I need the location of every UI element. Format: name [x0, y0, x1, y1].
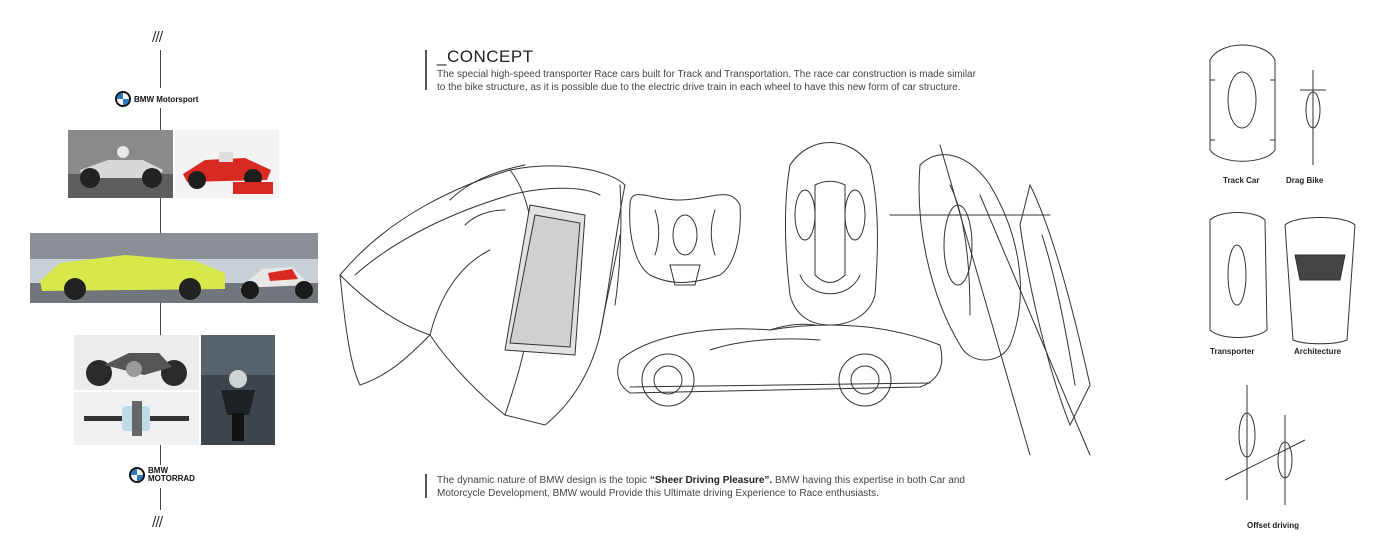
bottom-description	[437, 474, 965, 500]
side-view-car-sketch	[618, 324, 942, 406]
transporter-sketch	[1210, 213, 1267, 338]
bmw-roundel-icon	[129, 467, 145, 483]
bmw-roundel-icon	[115, 91, 131, 107]
bike-top-view-photo	[74, 392, 199, 445]
motorrad-logo-line2: MOTORRAD	[148, 474, 195, 483]
red-race-car-photo	[175, 130, 279, 198]
label-architecture: Architecture	[1294, 347, 1342, 356]
top-slashes: ///	[152, 30, 163, 45]
connector-line	[160, 108, 161, 130]
track-car-top-sketch	[1210, 45, 1275, 161]
connector-line	[160, 445, 161, 465]
concept-accent-bar	[425, 50, 427, 90]
bmw-motorsport-logo	[115, 91, 198, 107]
custom-bike-side-photo	[74, 335, 199, 390]
architecture-sketch	[1285, 218, 1355, 344]
bottom-text-end: BMW having this expertise in both Car and Motorcycle Development, BMW would Provide this Ultimate driving Experience to Race enthusiasts.	[437, 475, 965, 499]
vintage-race-car-photo	[68, 130, 173, 198]
label-drag-bike: Drag Bike	[1286, 176, 1324, 185]
concept-sketches	[330, 125, 1150, 465]
offset-driving-sketch	[1225, 385, 1305, 505]
connector-line	[160, 50, 161, 88]
bottom-slashes: ///	[152, 515, 163, 530]
right-column-sketches	[1195, 40, 1375, 540]
bike-front-photo	[201, 335, 275, 445]
motorsport-logo-text: BMW Motorsport	[134, 94, 199, 104]
bottom-text-start: The dynamic nature of BMW design is the topic	[437, 475, 650, 486]
bike-in-transporter-sketch	[890, 145, 1090, 455]
bottom-accent-bar	[425, 474, 427, 498]
bmw-motorrad-logo	[129, 467, 195, 483]
front-view-sketch	[630, 195, 741, 285]
motorrad-logo-line1: BMW	[148, 466, 168, 475]
label-offset-driving: Offset driving	[1247, 521, 1300, 530]
connector-line	[160, 488, 161, 510]
connector-line	[160, 198, 161, 233]
sheer-driving-pleasure-highlight: “Sheer Driving Pleasure”.	[649, 475, 773, 486]
perspective-car-sketch	[340, 165, 625, 425]
connector-line	[160, 303, 161, 335]
concept-description: The special high-speed transporter Race cars built for Track and Transportation. The race car construction is made similar to the bike structure, as it is possible due to the electric drive train in each wheel to have this new form of car structure.	[437, 69, 976, 93]
drag-bike-top-sketch	[1300, 70, 1326, 165]
bmw-m4-and-superbike-photo	[30, 233, 318, 303]
label-transporter: Transporter	[1210, 347, 1255, 356]
concept-title: _CONCEPT	[437, 47, 534, 66]
top-view-car-sketch	[785, 143, 877, 326]
label-track-car: Track Car	[1223, 176, 1260, 185]
